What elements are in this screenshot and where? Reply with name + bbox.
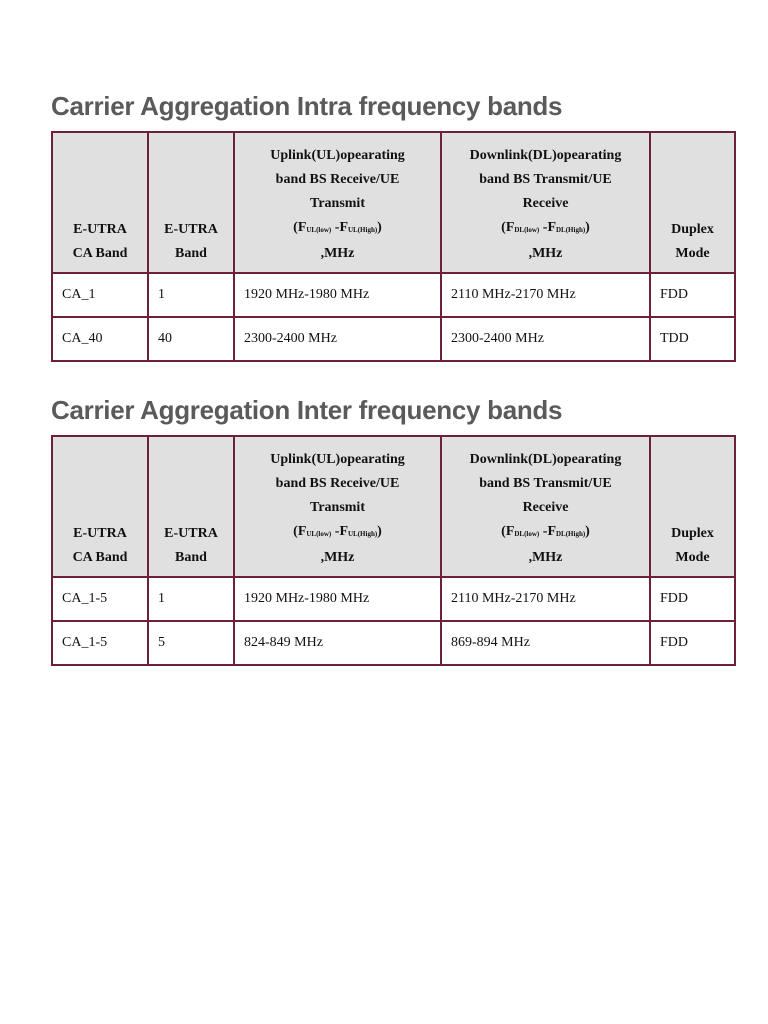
header-ca-band	[52, 132, 148, 273]
separator: -	[331, 524, 340, 539]
header-band	[148, 436, 234, 577]
header-line: E-UTRA	[164, 222, 218, 237]
header-line: Band	[175, 246, 207, 261]
header-line: Transmit	[310, 196, 365, 211]
cell-duplex: TDD	[650, 317, 735, 361]
cell-band: 1	[148, 577, 234, 621]
section-title-intra: Carrier Aggregation Intra frequency bands	[51, 91, 563, 121]
table-row	[52, 621, 735, 665]
header-band	[148, 132, 234, 273]
paren: )	[585, 220, 590, 235]
cell-ca-band: CA_1-5	[52, 577, 148, 621]
cell-ca-band: CA_1	[52, 273, 148, 317]
header-ca-band	[52, 436, 148, 577]
paren: (	[293, 220, 298, 235]
paren: (	[293, 524, 298, 539]
downlink-formula	[446, 216, 645, 242]
inter-band-table	[51, 435, 736, 666]
cell-band: 1	[148, 273, 234, 317]
header-line: Uplink(UL)opearating	[270, 452, 405, 467]
subscript-dl-low: DL(low)	[514, 530, 540, 538]
subscript-dl-high: DL(High)	[556, 530, 586, 538]
header-duplex	[650, 132, 735, 273]
separator: -	[539, 220, 548, 235]
cell-ca-band: CA_1-5	[52, 621, 148, 665]
intra-band-table	[51, 131, 736, 362]
cell-downlink: 2300-2400 MHz	[441, 317, 650, 361]
cell-downlink: 869-894 MHz	[441, 621, 650, 665]
header-unit: ,MHz	[528, 246, 563, 261]
formula-f: F	[547, 524, 556, 539]
cell-band: 5	[148, 621, 234, 665]
uplink-formula	[239, 520, 436, 546]
formula-f: F	[547, 220, 556, 235]
header-row	[52, 436, 735, 577]
header-line: Receive	[522, 196, 569, 211]
header-line: CA Band	[72, 550, 128, 565]
cell-uplink: 824-849 MHz	[234, 621, 441, 665]
header-line: Downlink(DL)opearating	[469, 148, 622, 163]
paren: (	[501, 220, 506, 235]
formula-f: F	[339, 220, 348, 235]
table-row	[52, 577, 735, 621]
section-title-inter: Carrier Aggregation Inter frequency bands	[51, 395, 563, 425]
header-line: CA Band	[72, 246, 128, 261]
subscript-ul-low: UL(low)	[306, 226, 332, 234]
subscript-ul-high: UL(High)	[348, 226, 378, 234]
header-line: Band	[175, 550, 207, 565]
subscript-dl-low: DL(low)	[514, 226, 540, 234]
cell-duplex: FDD	[650, 621, 735, 665]
header-unit: ,MHz	[528, 550, 563, 565]
paren: )	[377, 220, 382, 235]
header-line: E-UTRA	[73, 222, 127, 237]
header-downlink	[441, 436, 650, 577]
header-uplink	[234, 132, 441, 273]
subscript-ul-low: UL(low)	[306, 530, 332, 538]
table-row	[52, 317, 735, 361]
subscript-dl-high: DL(High)	[556, 226, 586, 234]
formula-f: F	[505, 524, 515, 539]
paren: )	[377, 524, 382, 539]
header-line: band BS Receive/UE	[275, 476, 400, 491]
header-line: band BS Transmit/UE	[479, 172, 612, 187]
uplink-formula	[239, 216, 436, 242]
cell-downlink: 2110 MHz-2170 MHz	[441, 273, 650, 317]
cell-duplex: FDD	[650, 273, 735, 317]
header-line: Receive	[522, 500, 569, 515]
paren: )	[585, 524, 590, 539]
subscript-ul-high: UL(High)	[348, 530, 378, 538]
header-line: Uplink(UL)opearating	[270, 148, 405, 163]
header-line: Downlink(DL)opearating	[469, 452, 622, 467]
cell-duplex: FDD	[650, 577, 735, 621]
header-uplink	[234, 436, 441, 577]
header-row	[52, 132, 735, 273]
header-line: Mode	[675, 550, 710, 565]
header-line: Mode	[675, 246, 710, 261]
header-line: E-UTRA	[73, 526, 127, 541]
formula-f: F	[505, 220, 515, 235]
separator: -	[331, 220, 340, 235]
paren: (	[501, 524, 506, 539]
cell-downlink: 2110 MHz-2170 MHz	[441, 577, 650, 621]
cell-ca-band: CA_40	[52, 317, 148, 361]
header-duplex	[650, 436, 735, 577]
header-line: Duplex	[671, 222, 714, 237]
separator: -	[539, 524, 548, 539]
header-unit: ,MHz	[320, 246, 355, 261]
header-line: band BS Receive/UE	[275, 172, 400, 187]
cell-band: 40	[148, 317, 234, 361]
cell-uplink: 1920 MHz-1980 MHz	[234, 273, 441, 317]
header-line: Duplex	[671, 526, 714, 541]
formula-f: F	[297, 524, 307, 539]
formula-f: F	[297, 220, 307, 235]
formula-f: F	[339, 524, 348, 539]
cell-uplink: 1920 MHz-1980 MHz	[234, 577, 441, 621]
cell-uplink: 2300-2400 MHz	[234, 317, 441, 361]
header-line: E-UTRA	[164, 526, 218, 541]
header-unit: ,MHz	[320, 550, 355, 565]
table-row	[52, 273, 735, 317]
header-line: Transmit	[310, 500, 365, 515]
header-line: band BS Transmit/UE	[479, 476, 612, 491]
downlink-formula	[446, 520, 645, 546]
header-downlink	[441, 132, 650, 273]
